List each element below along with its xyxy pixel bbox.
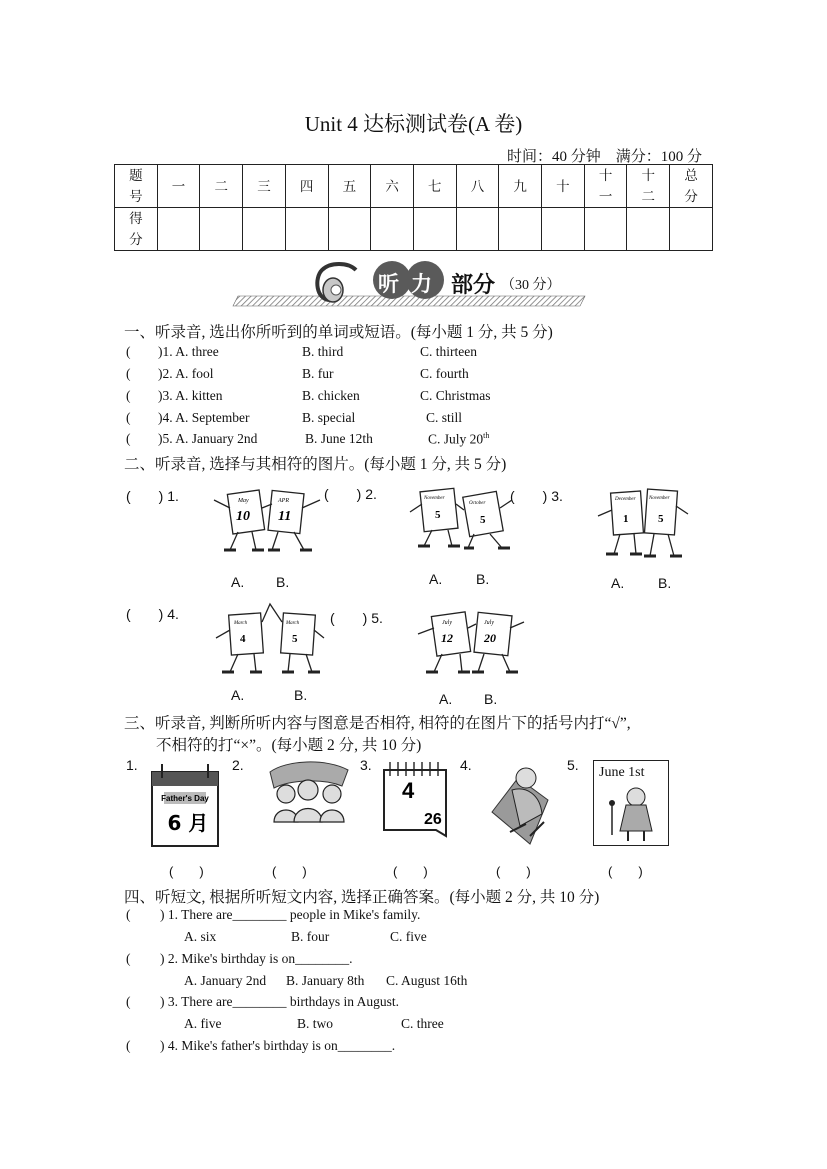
pic1-option-a[interactable]: A. [231, 574, 245, 590]
banner-word-listening: 听力 [378, 272, 444, 296]
option-b: B. June 12th [305, 431, 373, 446]
answer-paren[interactable]: ( [126, 951, 131, 966]
s3-num-5: 5. [567, 757, 579, 773]
score-col-7: 七 [413, 165, 456, 208]
score-cell[interactable] [200, 208, 243, 251]
score-cell[interactable] [285, 208, 328, 251]
card-day: 5 [435, 509, 441, 521]
score-cell[interactable] [413, 208, 456, 251]
option-c: C. August 16th [386, 973, 468, 988]
card-day: 5 [480, 514, 486, 526]
pic4-option-a[interactable]: A. [231, 687, 245, 703]
score-cell[interactable] [157, 208, 200, 251]
answer-paren[interactable]: ( [126, 907, 131, 922]
april-calendar-picture [380, 760, 454, 842]
pic2-option-b[interactable]: B. [476, 571, 490, 587]
card-month: October [469, 501, 486, 506]
answer-paren[interactable]: ( [126, 994, 131, 1009]
score-cell[interactable] [243, 208, 286, 251]
s3-num-4: 4. [460, 757, 472, 773]
pic4-option-b[interactable]: B. [294, 687, 308, 703]
score-table-header-label: 题 号 [115, 165, 158, 208]
option-b: B. January 8th [286, 973, 365, 988]
calendar-pair-picture-5 [414, 604, 526, 676]
option-c: C. five [390, 929, 427, 944]
listening-banner [230, 260, 590, 306]
option-a: )4. A. September [158, 410, 250, 425]
question-text: ) 3. There are________ birthdays in August. [160, 994, 399, 1009]
score-col-5: 五 [328, 165, 371, 208]
banner-score: （30 分） [501, 278, 561, 293]
option-c: C. still [426, 410, 463, 425]
option-b: B. third [302, 344, 344, 359]
card-month: July [484, 620, 494, 626]
card-day: 4 [240, 633, 246, 645]
score-col-8: 八 [456, 165, 499, 208]
score-row-label: 得 分 [115, 208, 158, 251]
june-first-picture [593, 760, 669, 846]
cal3-day: 26 [424, 811, 442, 828]
cal3-month: 4 [402, 778, 415, 803]
option-b: B. two [297, 1016, 334, 1031]
pic3-option-b[interactable]: B. [658, 575, 672, 591]
score-col-3: 三 [243, 165, 286, 208]
score-cell[interactable] [328, 208, 371, 251]
score-cell[interactable] [371, 208, 414, 251]
option-b: B. chicken [302, 388, 360, 403]
pic1-option-b[interactable]: B. [276, 574, 290, 590]
option-b: B. fur [302, 366, 334, 381]
skater-picture [486, 760, 560, 844]
option-a: A. six [184, 929, 217, 944]
score-cell[interactable] [670, 208, 713, 251]
question-text: ) 2. Mike's birthday is on________. [160, 951, 353, 966]
score-col-10: 十 [542, 165, 585, 208]
score-col-11: 十 一 [584, 165, 627, 208]
pic2-option-a[interactable]: A. [429, 571, 443, 587]
calendar-pair-picture-3 [594, 486, 694, 564]
pic-question-4-label: ( ) 4. [126, 606, 179, 622]
score-cell[interactable] [456, 208, 499, 251]
score-col-total: 总 分 [670, 165, 713, 208]
people-celebrating-picture [266, 760, 352, 822]
option-a: )3. A. kitten [158, 388, 223, 403]
s3-answer-paren-4[interactable]: ( ) [496, 864, 531, 879]
score-col-6: 六 [371, 165, 414, 208]
s3-num-3: 3. [360, 757, 372, 773]
pic-question-3-label: ( ) 3. [510, 488, 563, 504]
card-month: March [286, 621, 300, 626]
card-month: APR [278, 498, 289, 504]
pic-question-1-label: ( ) 1. [126, 488, 179, 504]
answer-paren[interactable]: ( [126, 388, 131, 403]
score-cell[interactable] [584, 208, 627, 251]
score-col-4: 四 [285, 165, 328, 208]
time-info: 时间：40 分钟 满分：100 分 [506, 149, 702, 165]
calendar-pair-picture-4 [210, 602, 326, 676]
section2-heading: 二、听录音, 选择与其相符的图片。(每小题 1 分, 共 5 分) [124, 456, 507, 473]
fathers-day-calendar-picture [150, 760, 222, 848]
score-col-9: 九 [499, 165, 542, 208]
score-cell[interactable] [627, 208, 670, 251]
pic5-caption: June 1st [599, 765, 645, 780]
score-col-1: 一 [157, 165, 200, 208]
card-day: 5 [658, 513, 664, 525]
section3-heading-line1: 三、听录音, 判断所听内容与图意是否相符, 相符的在图片下的括号内打“√”, [124, 715, 631, 732]
girl-singing-icon [606, 785, 658, 843]
question-text: ) 1. There are________ people in Mike's family. [160, 907, 421, 922]
option-a: )2. A. fool [158, 366, 214, 381]
answer-paren[interactable]: ( [126, 410, 131, 425]
score-table [114, 164, 713, 251]
calendar-pair-picture-2 [408, 486, 518, 552]
section4-heading: 四、听短文, 根据所听短文内容, 选择正确答案。(每小题 2 分, 共 10 分) [124, 889, 600, 906]
option-a: A. January 2nd [184, 973, 267, 988]
page-title: Unit 4 达标测试卷(A 卷) [304, 112, 523, 136]
option-c: C. July 20th [428, 431, 490, 447]
option-c: C. Christmas [420, 388, 491, 403]
calendar-pair-picture-1 [208, 486, 328, 558]
card-month: July [442, 620, 452, 626]
option-a: )5. A. January 2nd [158, 431, 258, 446]
option-b: B. four [291, 929, 330, 944]
s3-num-2: 2. [232, 757, 244, 773]
card-month: November [424, 496, 445, 501]
score-cell[interactable] [499, 208, 542, 251]
card-day: 1 [623, 513, 629, 525]
card-day: 11 [278, 509, 292, 524]
score-col-2: 二 [200, 165, 243, 208]
pic3-option-a[interactable]: A. [611, 575, 625, 591]
option-a: )1. A. three [158, 344, 219, 359]
s3-answer-paren-2[interactable]: ( ) [272, 864, 307, 879]
card-month: May [238, 498, 249, 504]
question-text: ) 4. Mike's father's birthday is on________. [160, 1038, 396, 1053]
answer-paren[interactable]: ( [126, 344, 131, 359]
cal1-date: 6 月 [167, 811, 209, 835]
section3-heading-line2: 不相符的打“×”。(每小题 2 分, 共 10 分) [156, 737, 422, 754]
option-b: B. special [302, 410, 356, 425]
s3-answer-paren-3[interactable]: ( ) [393, 864, 428, 879]
card-month: March [234, 621, 248, 626]
pic-question-2-label: ( ) 2. [324, 486, 377, 502]
section1-heading: 一、听录音, 选出你所听到的单词或短语。(每小题 1 分, 共 5 分) [124, 324, 553, 341]
score-table-header-row [115, 165, 713, 208]
score-col-12: 十 二 [627, 165, 670, 208]
card-day: 20 [484, 631, 496, 645]
card-day: 10 [236, 509, 250, 524]
card-day: 5 [292, 633, 298, 645]
option-c: C. fourth [420, 366, 469, 381]
answer-paren[interactable]: ( [126, 431, 131, 446]
pic-question-5-label: ( ) 5. [330, 610, 383, 626]
answer-paren[interactable]: ( [126, 366, 131, 381]
score-cell[interactable] [542, 208, 585, 251]
cal1-caption: Father's Day [161, 794, 209, 803]
option-c: C. three [401, 1016, 444, 1031]
card-month: November [649, 496, 670, 501]
pic5-option-a[interactable]: A. [439, 691, 453, 707]
card-month: December [615, 497, 636, 502]
option-c: C. thirteen [420, 344, 477, 359]
banner-word-part: 部分 [451, 273, 496, 298]
card-day: 12 [441, 631, 453, 645]
s3-answer-paren-5[interactable]: ( ) [608, 864, 643, 879]
pic5-option-b[interactable]: B. [484, 691, 498, 707]
s3-answer-paren-1[interactable]: ( ) [169, 864, 204, 879]
score-table-score-row [115, 208, 713, 251]
s3-num-1: 1. [126, 757, 138, 773]
answer-paren[interactable]: ( [126, 1038, 131, 1053]
option-a: A. five [184, 1016, 222, 1031]
